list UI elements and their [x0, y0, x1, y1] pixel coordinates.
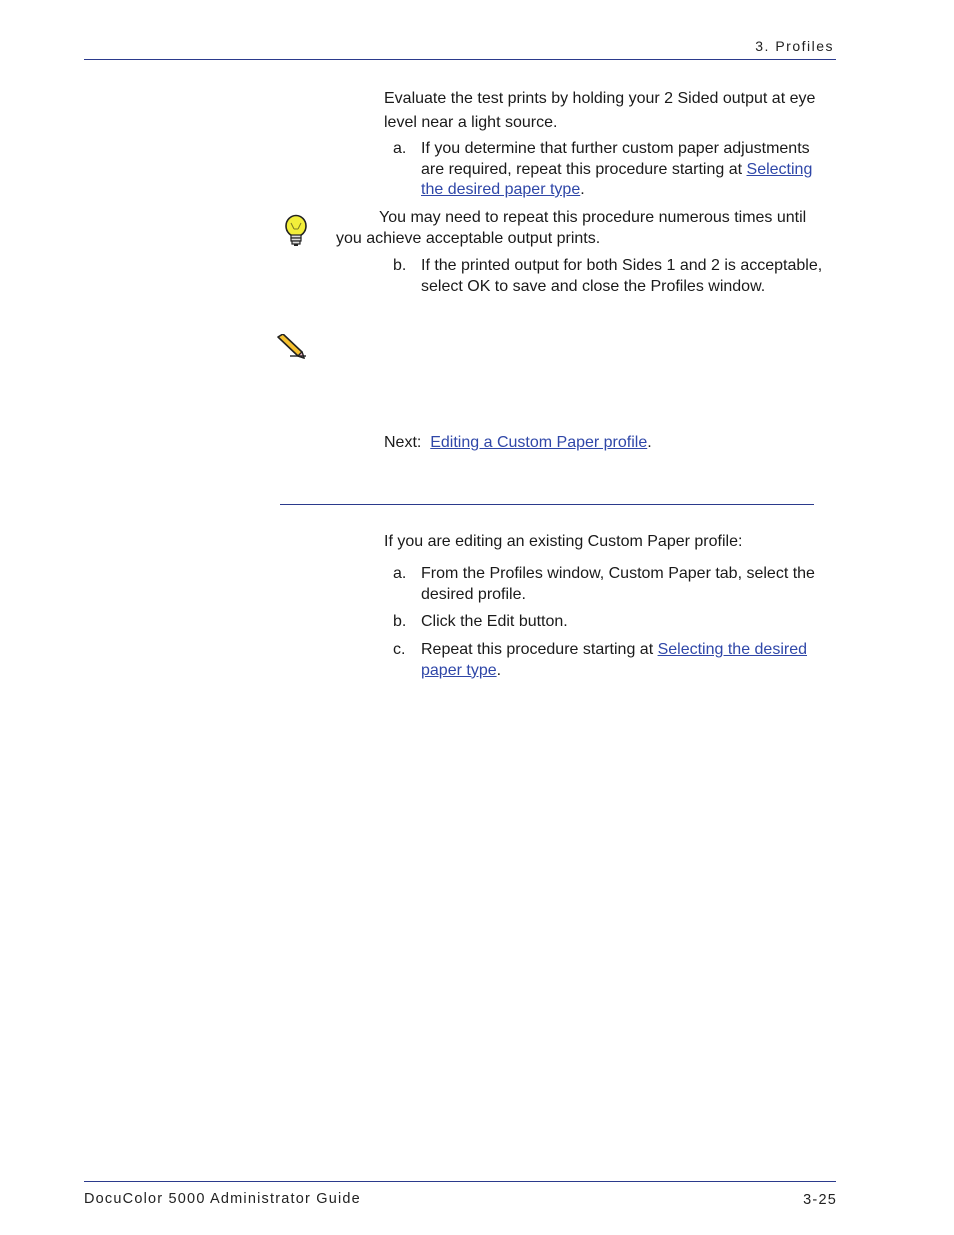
footer-rule	[84, 1181, 836, 1182]
next-line: Next: Editing a Custom Paper profile.	[384, 434, 652, 451]
edit-step-a	[393, 564, 837, 605]
edit-step-c-text: Repeat this procedure starting at Selecting the desired paper type.	[421, 641, 808, 679]
intro-paragraph: Evaluate the test prints by holding your 2 Sided output at eye level near a light source.	[384, 90, 816, 131]
link-selecting-paper-type[interactable]: Selecting the desired paper type	[421, 160, 813, 198]
edit-step-c-marker: c.	[393, 641, 406, 658]
edit-step-b-text: Click the Edit button.	[421, 613, 568, 630]
lightbulb-icon	[283, 214, 309, 248]
link-editing-custom-paper-profile[interactable]: Editing a Custom Paper profile	[430, 434, 648, 451]
header-rule	[84, 59, 836, 60]
running-header: 3. Profiles	[755, 38, 834, 54]
link-selecting-paper-type-2[interactable]: Selecting the desired paper type	[421, 641, 808, 679]
step-b	[393, 256, 837, 297]
pencil-note-icon	[276, 334, 308, 360]
edit-intro: If you are editing an existing Custom Paper profile:	[384, 533, 743, 550]
step-a-marker: a.	[393, 140, 407, 157]
footer-title: DocuColor 5000 Administrator Guide	[84, 1191, 361, 1207]
edit-step-b	[393, 612, 837, 633]
section-rule	[280, 504, 814, 505]
step-a	[393, 139, 837, 201]
page-number: 3-25	[803, 1192, 837, 1208]
tip-text: You may need to repeat this procedure numerous times until you achieve acceptable output prints.	[336, 209, 807, 247]
edit-step-a-marker: a.	[393, 565, 407, 582]
step-b-marker: b.	[393, 257, 407, 274]
step-a-text: If you determine that further custom paper adjustments are required, repeat this procedure starting at Selecting the desired paper type.	[421, 140, 813, 198]
next-label: Next:	[384, 434, 422, 451]
edit-step-c	[393, 640, 837, 681]
step-b-text: If the printed output for both Sides 1 and 2 is acceptable, select OK to save and close the Profiles window.	[421, 257, 823, 295]
edit-step-b-marker: b.	[393, 613, 407, 630]
edit-step-a-text: From the Profiles window, Custom Paper tab, select the desired profile.	[421, 565, 815, 603]
